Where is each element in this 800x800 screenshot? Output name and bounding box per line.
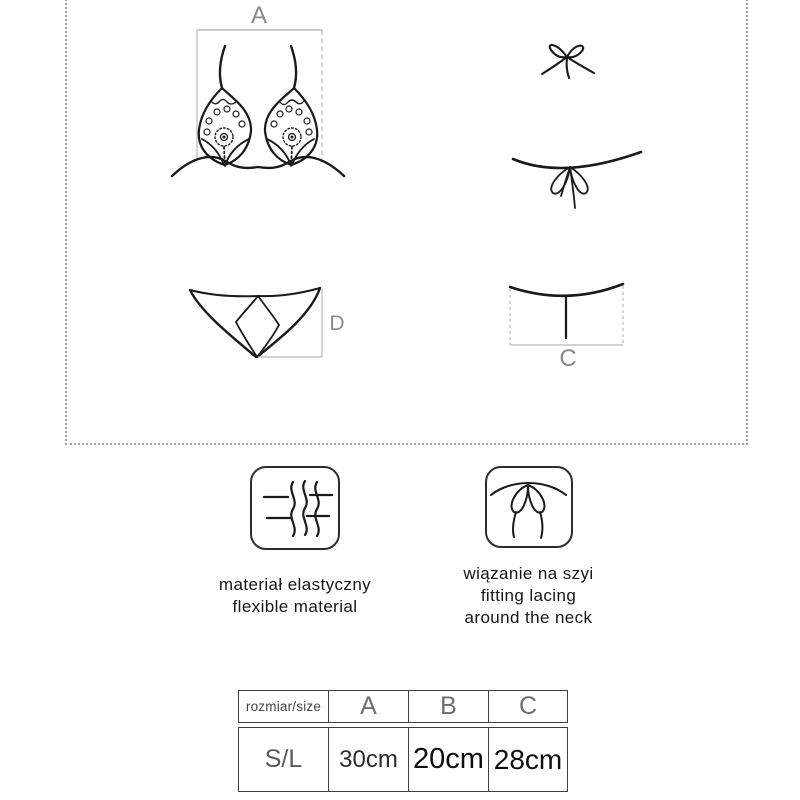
caption-line: flexible material [232, 597, 358, 616]
tie-drawing [513, 45, 641, 208]
size-table-header-size: rozmiar/size [245, 699, 322, 714]
panty-back-drawing [510, 284, 623, 372]
dimension-a-bracket [197, 2, 322, 160]
size-table-header [238, 690, 568, 723]
neck-lacing-caption [426, 563, 631, 629]
neck-lacing-icon [485, 466, 573, 548]
dimension-c-label: C [559, 345, 577, 372]
size-table-value-a: 30cm [328, 728, 408, 791]
size-table-value-b: 20cm [408, 728, 488, 791]
caption-line: fitting lacing [480, 586, 577, 605]
size-table-value-c: 28cm [488, 728, 567, 791]
center-flower-right [283, 128, 301, 146]
size-table-header-a: A [328, 691, 408, 722]
bra-top-drawing [172, 2, 344, 176]
dimension-a-label: A [250, 2, 268, 29]
garment-diagram [65, 0, 748, 445]
caption-line: wiązanie na szyi [463, 564, 594, 583]
caption-line: materiał elastyczny [218, 575, 372, 594]
caption-line: around the neck [464, 608, 593, 627]
size-table-header-b: B [408, 691, 488, 722]
lace-flowers-left [204, 106, 245, 135]
size-table-header-c: C [488, 691, 567, 722]
flexible-material-caption [190, 574, 400, 618]
size-table-size-value: S/L [264, 745, 303, 773]
panty-front-drawing [190, 288, 345, 357]
lace-flowers-right [271, 106, 312, 135]
dimension-d-label: D [329, 312, 345, 335]
size-table-row [238, 727, 568, 792]
flexible-material-icon [250, 466, 340, 550]
center-flower-left [215, 128, 233, 146]
